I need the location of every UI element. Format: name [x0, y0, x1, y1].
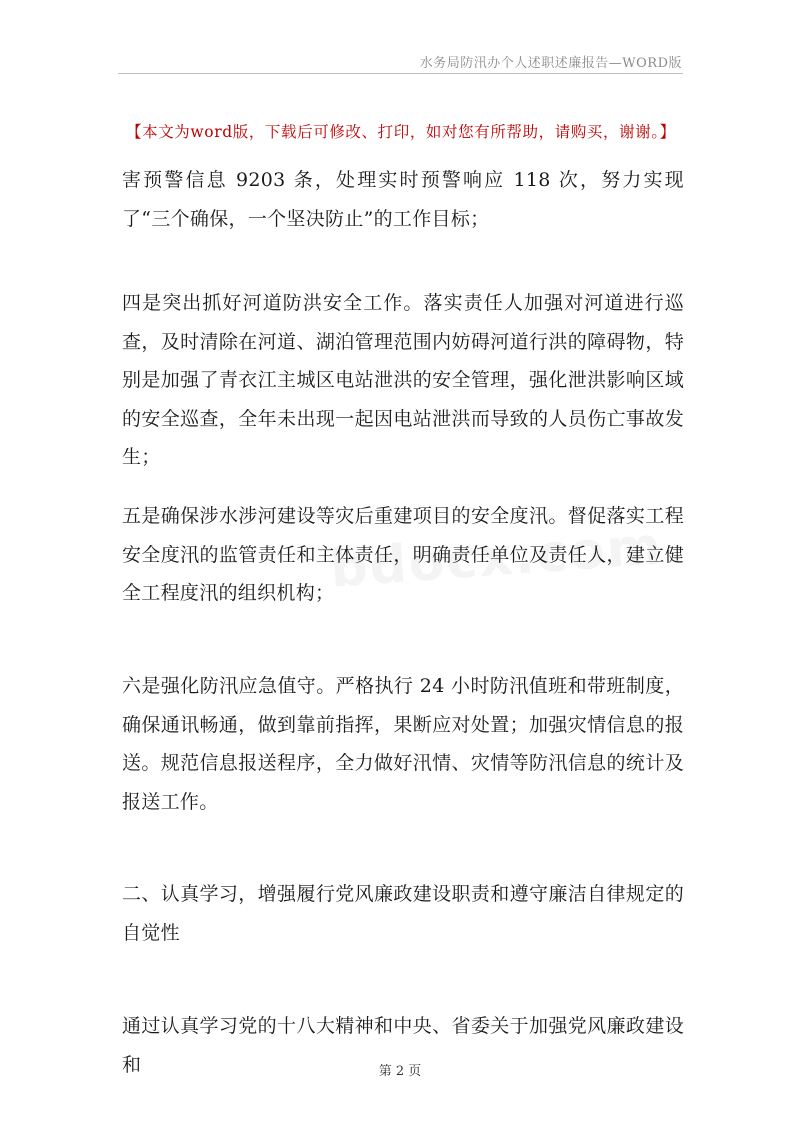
running-header: 水务局防汛办个人述职述廉报告—WORD版	[419, 56, 682, 71]
page-number: 第 2 页	[378, 1064, 422, 1079]
paragraph-5: 通过认真学习党的十八大精神和中央、省委关于加强党风廉政建设和	[122, 1015, 684, 1076]
paragraph-2: 四是突出抓好河道防洪安全工作。落实责任人加强对河道进行巡查，及时清除在河道、湖泊管理范围内妨碍河道行洪的障碍物，特别是加强了青衣江主城区电站泄洪的安全管理，强化泄洪影响区域的安全巡查，全年未出现一起因电站泄洪而导致的人员伤亡事故发生；	[122, 292, 684, 468]
header-rule	[118, 73, 683, 74]
paragraph-1: 害预警信息 9203 条，处理实时预警响应 118 次，努力实现了“三个确保，一个坚决防止”的工作目标；	[122, 169, 684, 230]
paragraph-4: 六是强化防汛应急值守。严格执行 24 小时防汛值班和带班制度，确保通讯畅通，做到靠前指挥，果断应对处置；加强灾情信息的报送。规范信息报送程序，全力做好汛情、灾情等防汛信息的统计及报送工作。	[122, 675, 684, 813]
paragraph-3: 五是确保涉水涉河建设等灾后重建项目的安全度汛。督促落实工程安全度汛的监管责任和主体责任，明确责任单位及责任人，建立健全工程度汛的组织机构；	[122, 505, 684, 604]
download-notice: 【本文为word版，下载后可修改、打印，如对您有所帮助，请购买，谢谢。】	[126, 123, 676, 141]
section-heading: 二、认真学习，增强履行党风廉政建设职责和遵守廉洁自律规定的自觉性	[122, 883, 684, 944]
